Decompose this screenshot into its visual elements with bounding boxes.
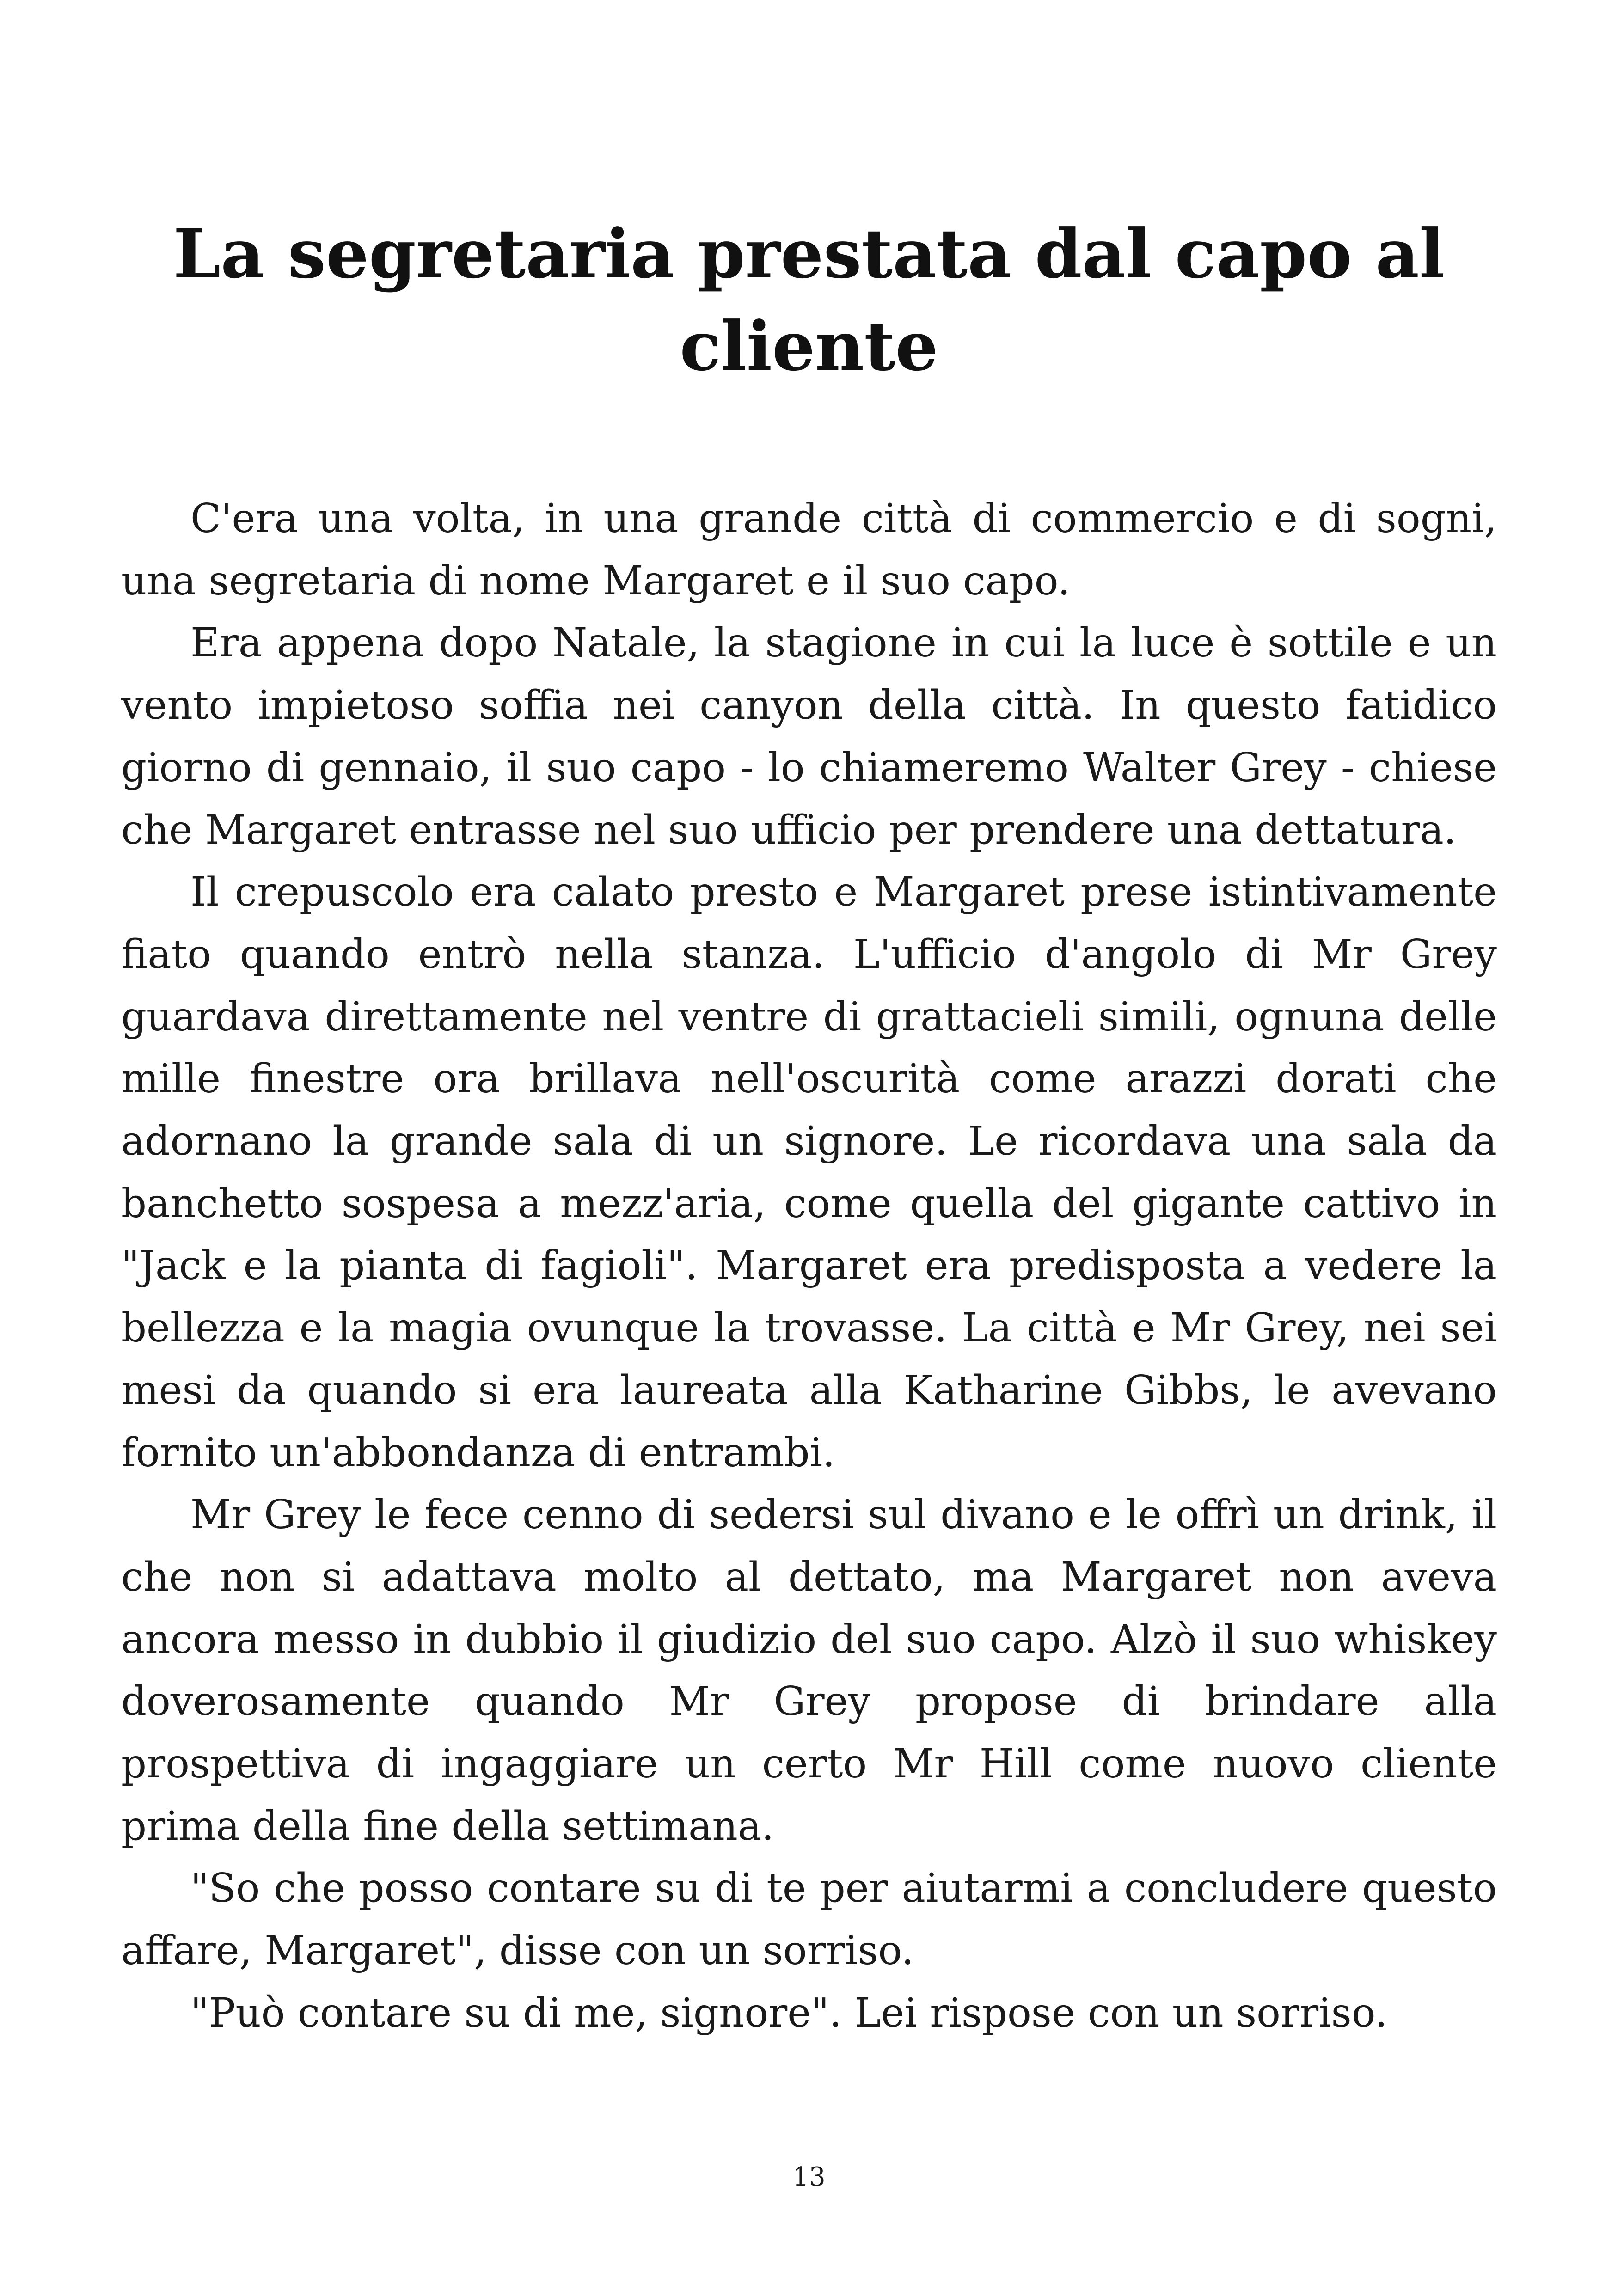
paragraph: "So che posso contare su di te per aiutarmi a concludere questo affare, Margaret", disse con un sorriso. — [121, 1865, 1497, 1974]
paragraph: Il crepuscolo era calato presto e Margaret prese istintivamente fiato quando entrò nella stanza. L'ufficio d'angolo di Mr Grey guardava direttamente nel ventre di grattacieli simili, ognuna delle mille finestre ora brillava nell'oscurità come arazzi dorati che adornano la grande sala di un signore. Le ricordava una sala da banchetto sospesa a mezz'aria, come quella del gigante cattivo in "Jack e la pianta di fagioli". Margaret era predisposta a vedere la bellezza e la magia ovunque la trovasse. La città e Mr Grey, nei sei mesi da quando si era laureata alla Katharine Gibbs, le avevano fornito un'abbondanza di entrambi. — [121, 869, 1497, 1476]
chapter-body — [121, 488, 1497, 2045]
page-number: 13 — [792, 2162, 826, 2192]
chapter-title-line-2: cliente — [680, 307, 938, 386]
paragraph: Mr Grey le fece cenno di sedersi sul divano e le offrì un drink, il che non si adattava molto al dettato, ma Margaret non aveva ancora messo in dubbio il giudizio del suo capo. Alzò il suo whiskey doverosamente quando Mr Grey propose di brindare alla prospettiva di ingaggiare un certo Mr Hill come nuovo cliente prima della fine della settimana. — [121, 1492, 1497, 1849]
chapter-title-line-1: La segretaria prestata dal capo al — [173, 214, 1445, 294]
paragraph: C'era una volta, in una grande città di commercio e di sogni, una segretaria di nome Margaret e il suo capo. — [121, 496, 1497, 604]
paragraph: "Può contare su di me, signore". Lei rispose con un sorriso. — [190, 1990, 1388, 2036]
paragraph: Era appena dopo Natale, la stagione in cui la luce è sottile e un vento impietoso soffia nei canyon della città. In questo fatidico giorno di gennaio, il suo capo - lo chiameremo Walter Grey - chiese che Margaret entrasse nel suo ufficio per prendere una dettatura. — [121, 620, 1497, 853]
chapter-title — [166, 208, 1452, 393]
